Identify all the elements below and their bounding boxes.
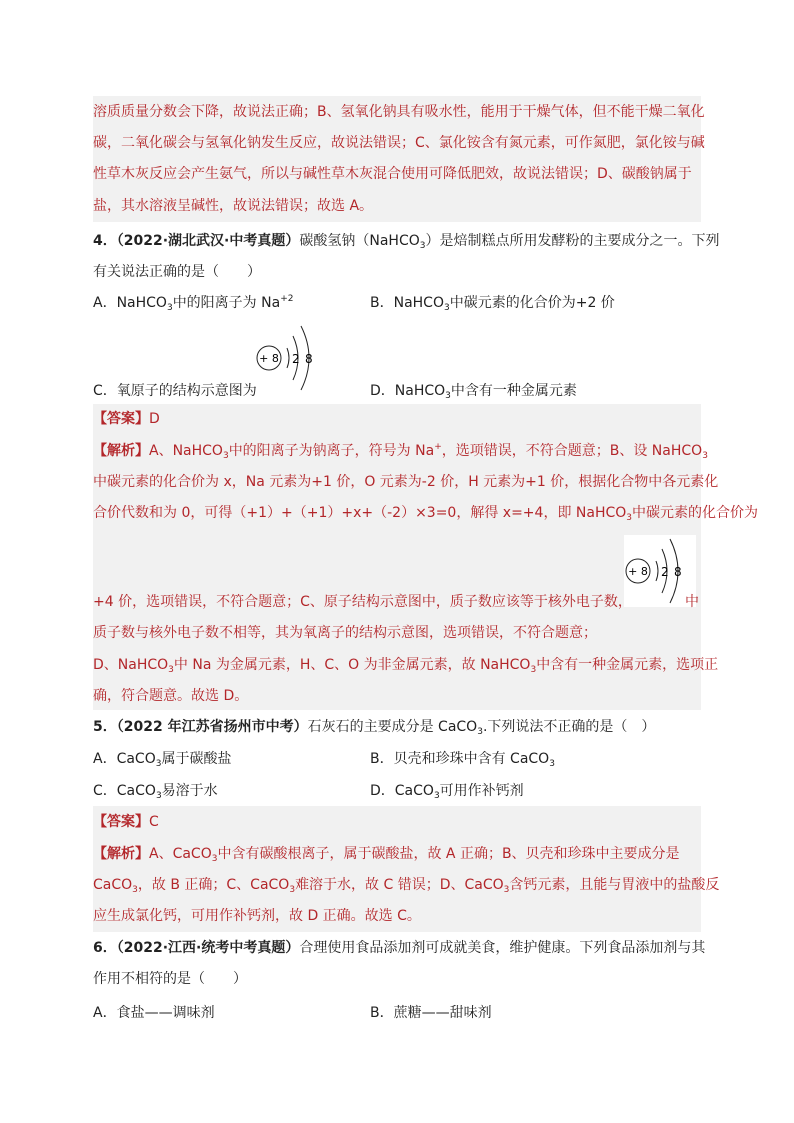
analysis-line: 碳，二氧化碳会与氢氧化钠发生反应，故说法错误；C、氯化铵含有氮元素，可作氮肥，氯化铵与碱 [93, 135, 705, 151]
analysis-line: 确，符合题意。故选 D。 [93, 688, 249, 704]
answer: 【答案】D [93, 411, 160, 427]
analysis-line: 合价代数和为 0，可得（+1）+（+1）+x+（-2）×3=0，解得 x=+4，即 NaHCO$_3$中碳元素的化合价为 [93, 505, 759, 523]
analysis-line: CaCO$_3$，故 B 正确；C、CaCO$_3$难溶于水，故 C 错误；D、CaCO$_3$含钙元素，且能与胃液中的盐酸反 [93, 877, 720, 895]
question-5-stem: 5．（2022 年江苏省扬州市中考）石灰石的主要成分是 CaCO$_3$.下列说法不正确的是（ ） [93, 719, 656, 737]
option-b: B．贝壳和珍珠中含有 CaCO$_3$ [370, 751, 555, 769]
option-a: A．CaCO$_3$属于碳酸盐 [93, 751, 232, 769]
question-4-stem: 4．（2022·湖北武汉·中考真题）碳酸氢钠（NaHCO$_3$）是焙制糕点所用发酵粉的主要成分之一。下列 [93, 233, 720, 251]
analysis-line: 中碳元素的化合价为 x，Na 元素为+1 价，O 元素为-2 价，H 元素为+1 价，根据化合物中各元素化 [93, 474, 719, 490]
option-a: A．NaHCO$_3$中的阳离子为 $Na^{+2}$ [93, 294, 294, 313]
analysis-line: 【解析】A、CaCO$_3$中含有碳酸根离子，属于碳酸盐，故 A 正确；B、贝壳和珍珠中主要成分是 [93, 846, 680, 864]
analysis-line: 【解析】A、NaHCO$_3$中的阳离子为钠离子，符号为 Na+，选项错误，不符合题意；B、设 NaHCO$_3$ [93, 442, 708, 461]
shell-1-electrons: 2 [292, 352, 300, 366]
question-6-stem: 6．（2022·江西·统考中考真题）合理使用食品添加剂可成就美食，维护健康。下列食品添加剂与其 [93, 940, 706, 956]
question-number: 4． [93, 233, 117, 249]
question-source: （2022·江西·统考中考真题） [116, 940, 300, 956]
option-d: D．CaCO$_3$可用作补钙剂 [370, 783, 524, 801]
analysis-line: 质子数与核外电子数不相等，其为氧离子的结构示意图，选项错误，不符合题意； [93, 625, 597, 641]
analysis-line: 应生成氯化钙，可用作补钙剂，故 D 正确。故选 C。 [93, 908, 421, 924]
analysis-line: 性草木灰反应会产生氨气，所以与碱性草木灰混合使用可降低肥效，故说法错误；D、碳酸钠属于 [93, 166, 692, 182]
question-6-stem-2: 作用不相符的是（ ） [93, 971, 247, 987]
shell-1-electrons: 2 [661, 565, 669, 579]
shell-2-electrons: 8 [674, 565, 682, 579]
option-c: C．氧原子的结构示意图为 [93, 383, 257, 399]
nucleus-label: + 8 [628, 565, 648, 578]
analysis-line-end: 中 [685, 594, 699, 610]
analysis-line: D、NaHCO$_3$中 Na 为金属元素，H、C、O 为非金属元素，故 NaHCO$_3$中含有一种金属元素，选项正 [93, 657, 719, 675]
question-source: （2022·湖北武汉·中考真题） [116, 233, 300, 249]
oxygen-atom-diagram [255, 322, 327, 394]
nucleus-label: + 8 [259, 352, 279, 365]
option-b: B．NaHCO$_3$中碳元素的化合价为+2 价 [370, 295, 615, 313]
option-b: B．蔗糖——甜味剂 [370, 1005, 492, 1021]
option-c: C．CaCO$_3$易溶于水 [93, 783, 218, 801]
question-source: （2022 年江苏省扬州市中考） [116, 719, 308, 735]
analysis-line: 溶质质量分数会下降，故说法正确；B、氢氧化钠具有吸水性，能用于干燥气体，但不能干燥二氧化 [93, 104, 705, 120]
analysis-line: 盐，其水溶液呈碱性，故说法错误；故选 A。 [93, 198, 374, 214]
option-a: A．食盐——调味剂 [93, 1005, 215, 1021]
shell-2-electrons: 8 [305, 352, 313, 366]
question-4-stem-2: 有关说法正确的是（ ） [93, 264, 261, 280]
answer: 【答案】C [93, 814, 159, 830]
option-d: D．NaHCO$_3$中含有一种金属元素 [370, 383, 577, 401]
analysis-line: +4 价，选项错误，不符合题意；C、原子结构示意图中，质子数应该等于核外电子数， [93, 594, 632, 610]
